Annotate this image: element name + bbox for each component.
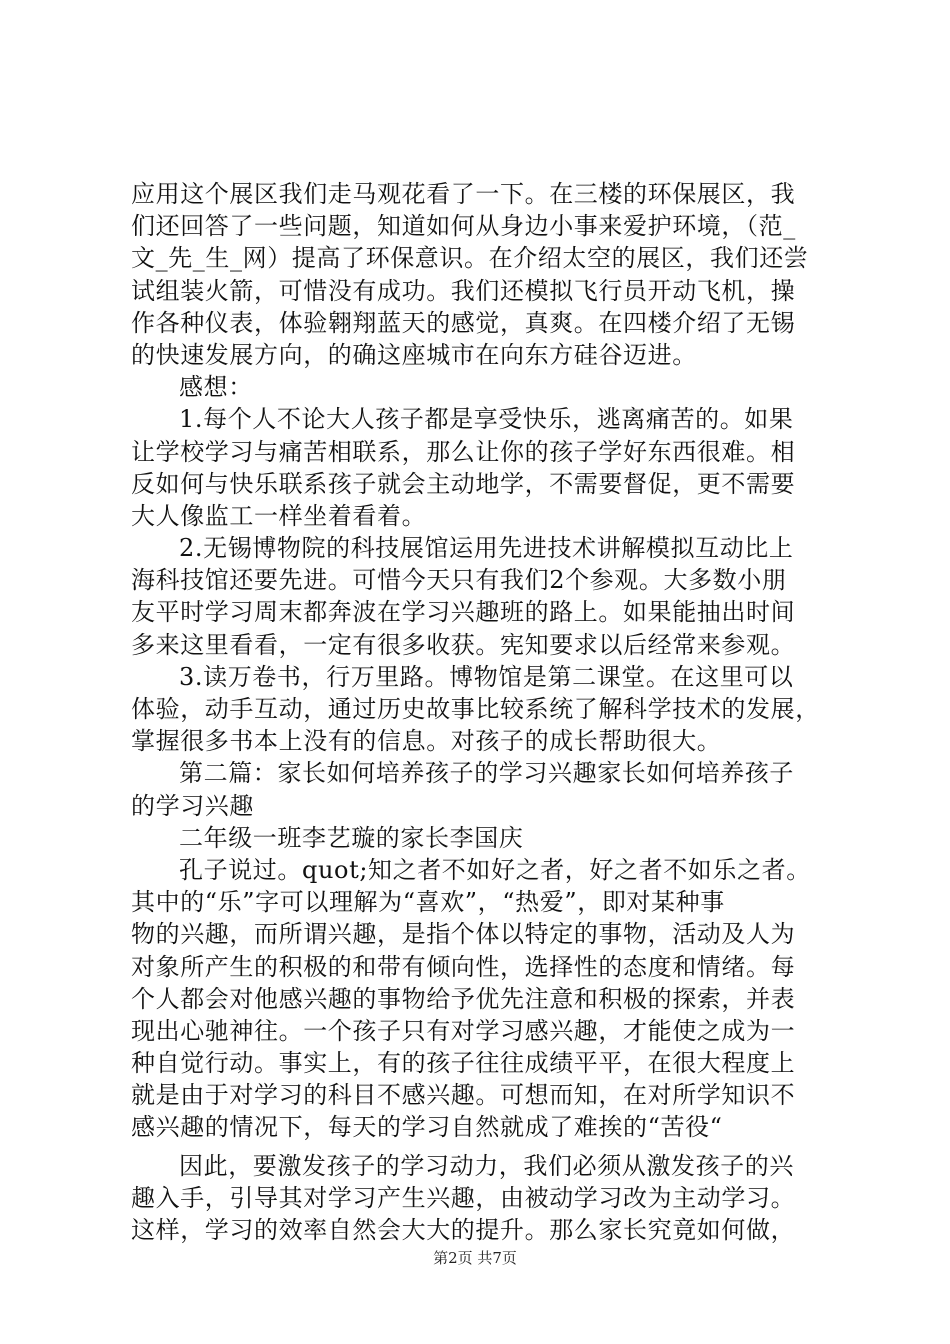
text-line: 现出心驰神往。一个孩子只有对学习感兴趣，才能使之成为一 — [131, 1016, 796, 1045]
text-line: 大人像监工一样坐着看着。 — [131, 501, 427, 530]
text-line: 掌握很多书本上没有的信息。对孩子的成长帮助很大。 — [131, 727, 722, 756]
text-line: 多来这里看看，一定有很多收获。宪知要求以后经常来参观。 — [131, 630, 796, 659]
text-line: 2.无锡博物院的科技展馆运用先进技术讲解模拟互动比上 — [179, 534, 794, 563]
text-line: 因此，要激发孩子的学习动力，我们必须从激发孩子的兴 — [179, 1151, 794, 1180]
text-line: 1.每个人不论大人孩子都是享受快乐，逃离痛苦的。如果 — [179, 405, 794, 434]
text-line: 物的兴趣，而所谓兴趣，是指个体以特定的事物，活动及人为 — [131, 920, 796, 949]
text-line: 感想： — [179, 373, 253, 402]
text-line: 的学习兴趣 — [131, 791, 254, 820]
text-line: 第二篇：家长如何培养孩子的学习兴趣家长如何培养孩子 — [179, 759, 794, 788]
text-line: 对象所产生的积极的和带有倾向性，选择性的态度和情绪。每 — [131, 952, 796, 981]
text-line: 感兴趣的情况下，每天的学习自然就成了难挨的“苦役“ — [131, 1113, 723, 1142]
text-line: 就是由于对学习的科目不感兴趣。可想而知，在对所学知识不 — [131, 1081, 796, 1110]
text-line: 其中的“乐”字可以理解为“喜欢”，“热爱”，即对某种事 — [131, 888, 725, 917]
text-line: 趣入手，引导其对学习产生兴趣，由被动学习改为主动学习。 — [131, 1183, 796, 1212]
text-line: 作各种仪表，体验翱翔蓝天的感觉，真爽。在四楼介绍了无锡 — [131, 308, 796, 337]
text-line: 二年级一班李艺璇的家长李国庆 — [179, 823, 524, 852]
text-line: 种自觉行动。事实上，有的孩子往往成绩平平，在很大程度上 — [131, 1049, 796, 1078]
text-line: 的快速发展方向，的确这座城市在向东方硅谷迈进。 — [131, 340, 697, 369]
text-line: 文_先_生_网）提高了环保意识。在介绍太空的展区，我们还尝 — [131, 244, 809, 273]
text-line: 应用这个展区我们走马观花看了一下。在三楼的环保展区，我 — [131, 180, 796, 208]
text-line: 友平时学习周末都奔波在学习兴趣班的路上。如果能抽出时间 — [131, 598, 796, 627]
text-line: 孔子说过。quot;知之者不如好之者，好之者不如乐之者。 — [179, 855, 811, 884]
document-body — [131, 178, 843, 1246]
text-line: 体验，动手互动，通过历史故事比较系统了解科学技术的发展， — [131, 695, 820, 723]
text-line: 反如何与快乐联系孩子就会主动地学，不需要督促，更不需要 — [131, 469, 796, 498]
text-line: 个人都会对他感兴趣的事物给予优先注意和积极的探索，并表 — [131, 984, 796, 1013]
text-line: 们还回答了一些问题，知道如何从身边小事来爱护环境，（范_ — [131, 212, 796, 241]
text-line: 这样，学习的效率自然会大大的提升。那么家长究竟如何做， — [131, 1216, 796, 1244]
text-line: 试组装火箭，可惜没有成功。我们还模拟飞行员开动飞机，操 — [131, 276, 796, 305]
text-line: 让学校学习与痛苦相联系，那么让你的孩子学好东西很难。相 — [131, 437, 796, 466]
text-line: 海科技馆还要先进。可惜今天只有我们2个参观。大多数小朋 — [131, 566, 787, 595]
page-footer: 第2页 共7页 — [433, 1249, 517, 1267]
text-line: 3.读万卷书，行万里路。博物馆是第二课堂。在这里可以 — [179, 662, 794, 691]
